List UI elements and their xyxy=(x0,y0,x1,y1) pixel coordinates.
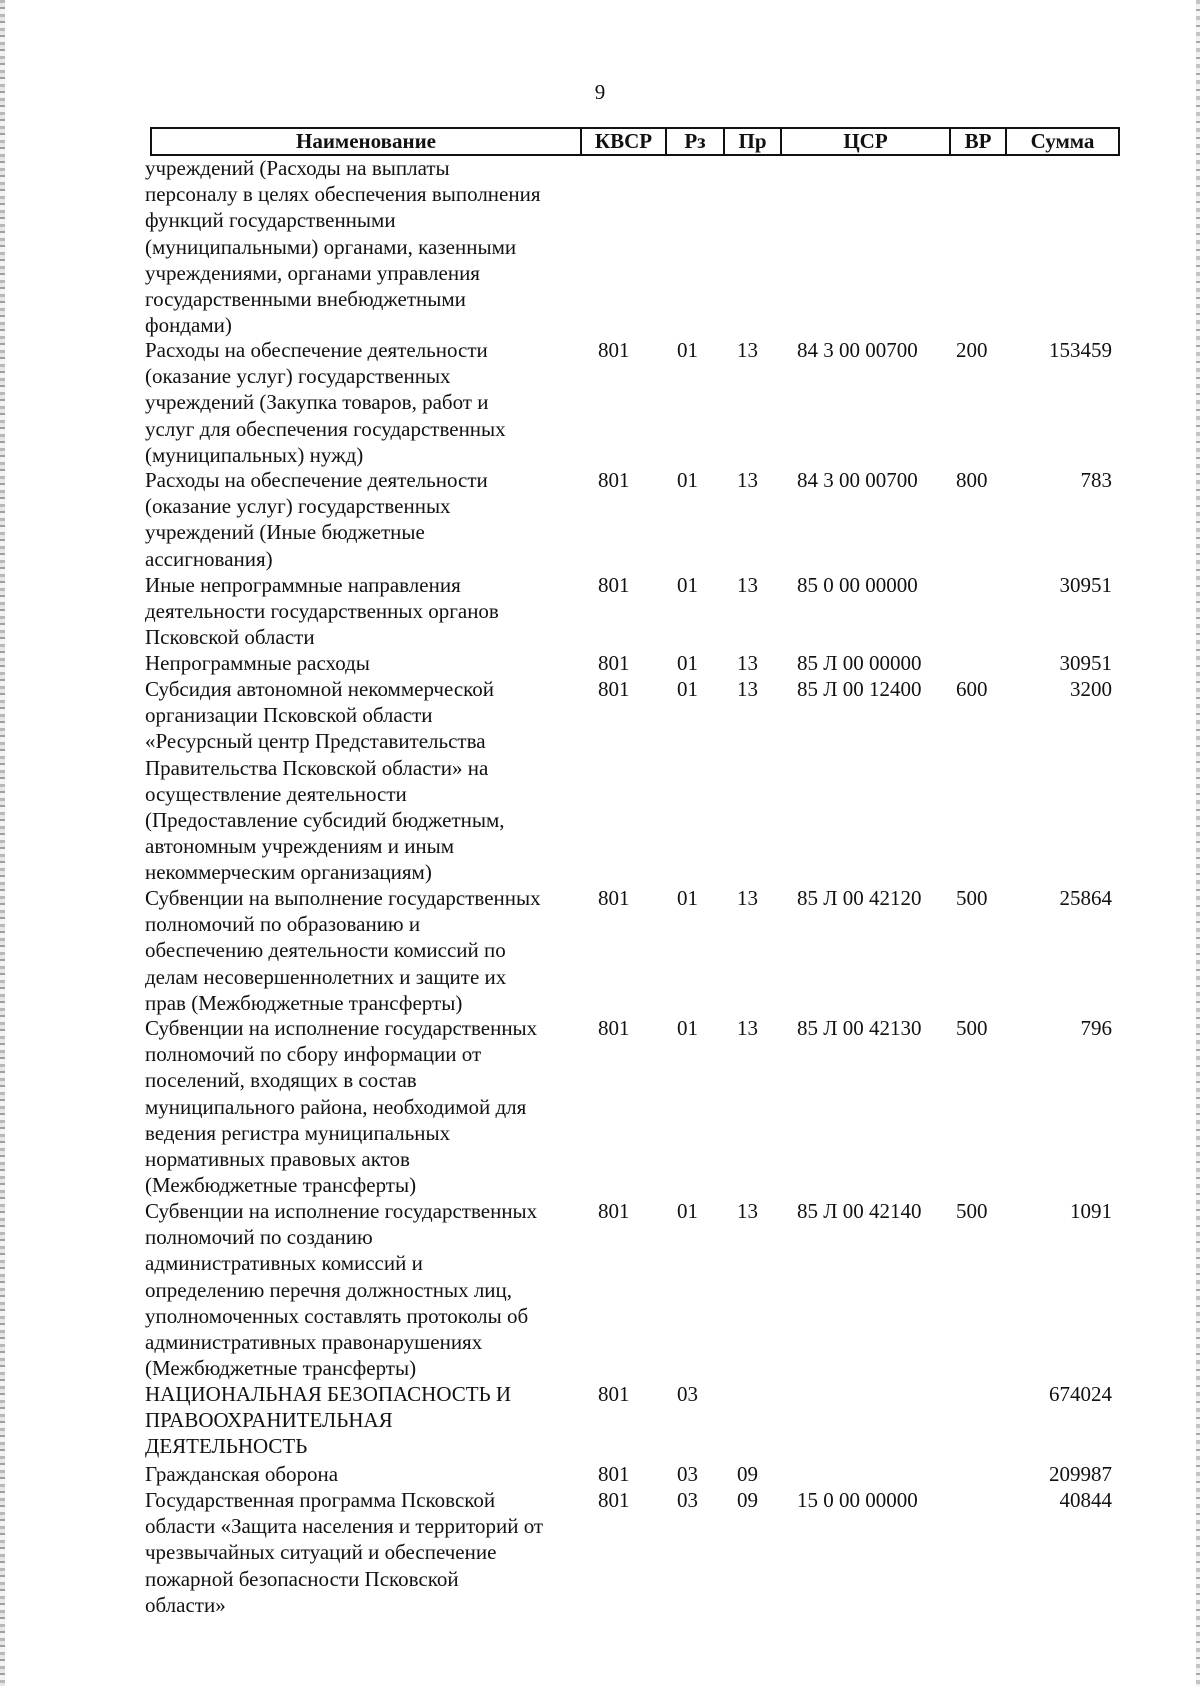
row-name xyxy=(145,650,575,676)
row-name-line: Субвенции на выполнение государственных xyxy=(145,886,541,910)
pr-cell: 13 xyxy=(737,1199,758,1223)
row-name xyxy=(145,155,575,338)
pr-cell: 13 xyxy=(737,338,758,362)
row-name-line: автономным учреждениям и иным xyxy=(145,834,455,859)
kvsr-cell: 801 xyxy=(598,468,630,492)
row-name xyxy=(145,1198,575,1381)
row-name-line: Правительства Псковской области» на xyxy=(145,755,489,780)
sum-cell: 209987 xyxy=(1049,1462,1112,1486)
kvsr-cell: 801 xyxy=(598,1199,630,1223)
row-name-line: области «Защита населения и территорий от xyxy=(145,1514,544,1539)
row-name-line: муниципального района, необходимой для xyxy=(145,1094,527,1119)
row-name-line: (Межбюджетные трансферты) xyxy=(145,1356,417,1381)
row-name-line: Государственная программа Псковской xyxy=(145,1488,496,1512)
row-name-line: полномочий по созданию xyxy=(145,1225,373,1250)
row-name-line: области» xyxy=(145,1592,226,1617)
row-name-line: делам несовершеннолетних и защите их xyxy=(145,964,507,989)
pr-cell: 13 xyxy=(737,468,758,492)
row-name-line: (муниципальных) нужд) xyxy=(145,442,364,467)
page-number: 9 xyxy=(594,80,606,104)
header-pr: Пр xyxy=(725,129,782,154)
row-name-line: некоммерческим организациям) xyxy=(145,860,432,885)
row-name-line: «Ресурсный центр Представительства xyxy=(145,729,486,754)
csr-cell: 85 0 00 00000 xyxy=(797,573,918,597)
rz-cell: 03 xyxy=(677,1382,698,1406)
vr-cell: 500 xyxy=(956,1016,988,1040)
row-name-line: государственными внебюджетными xyxy=(145,287,466,312)
vr-cell: 200 xyxy=(956,338,988,362)
rz-cell: 03 xyxy=(677,1488,698,1512)
row-name-line: ведения регистра муниципальных xyxy=(145,1120,451,1145)
kvsr-cell: 801 xyxy=(598,338,630,362)
sum-cell: 796 xyxy=(1080,1016,1112,1040)
rz-cell: 01 xyxy=(677,1016,698,1040)
rz-cell: 01 xyxy=(677,1199,698,1223)
sum-cell: 25864 xyxy=(1059,886,1112,910)
row-name-line: (муниципальными) органами, казенными xyxy=(145,234,517,259)
vr-cell: 500 xyxy=(956,1199,988,1223)
sum-cell: 674024 xyxy=(1049,1382,1112,1406)
pr-cell: 09 xyxy=(737,1488,758,1512)
row-name-line: административных правонарушениях xyxy=(145,1330,483,1355)
pr-cell: 13 xyxy=(737,886,758,910)
sum-cell: 30951 xyxy=(1059,651,1112,675)
scan-edge-right xyxy=(1196,0,1200,1686)
header-csr: ЦСР xyxy=(782,129,951,154)
row-name-line: административных комиссий и xyxy=(145,1251,423,1276)
scan-edge-left xyxy=(0,0,5,1686)
csr-cell: 85 Л 00 42120 xyxy=(797,886,922,910)
row-name-line: ДЕЯТЕЛЬНОСТЬ xyxy=(145,1434,308,1459)
kvsr-cell: 801 xyxy=(598,677,630,701)
kvsr-cell: 801 xyxy=(598,1016,630,1040)
csr-cell: 85 Л 00 12400 xyxy=(797,677,922,701)
vr-cell: 600 xyxy=(956,677,988,701)
row-name-line: чрезвычайных ситуаций и обеспечение xyxy=(145,1540,497,1565)
header-name: Наименование xyxy=(152,129,582,154)
row-name-line: учреждений (Расходы на выплаты xyxy=(145,156,450,180)
row-name-line: функций государственными xyxy=(145,208,396,233)
csr-cell: 85 Л 00 00000 xyxy=(797,651,922,675)
header-vr: ВР xyxy=(951,129,1007,154)
kvsr-cell: 801 xyxy=(598,1382,630,1406)
rz-cell: 01 xyxy=(677,468,698,492)
row-name-line: Непрограммные расходы xyxy=(145,651,370,675)
kvsr-cell: 801 xyxy=(598,651,630,675)
sum-cell: 3200 xyxy=(1070,677,1112,701)
row-name-line: определению перечня должностных лиц, xyxy=(145,1277,513,1302)
rz-cell: 03 xyxy=(677,1462,698,1486)
row-name-line: нормативных правовых актов xyxy=(145,1147,410,1172)
row-name xyxy=(145,1381,575,1460)
pr-cell: 13 xyxy=(737,651,758,675)
row-name-line: ассигнования) xyxy=(145,546,273,571)
row-name-line: учреждений (Иные бюджетные xyxy=(145,520,425,545)
row-name-line: Иные непрограммные направления xyxy=(145,573,461,597)
row-name-line: поселений, входящих в состав xyxy=(145,1068,417,1093)
row-name xyxy=(145,1015,575,1198)
row-name-line: фондами) xyxy=(145,313,232,338)
row-name-line: учреждений (Закупка товаров, работ и xyxy=(145,390,489,415)
row-name-line: Субвенции на исполнение государственных xyxy=(145,1016,538,1040)
row-name-line: (оказание услуг) государственных xyxy=(145,364,451,389)
pr-cell: 13 xyxy=(737,1016,758,1040)
row-name-line: Расходы на обеспечение деятельности xyxy=(145,468,488,492)
row-name xyxy=(145,572,575,651)
csr-cell: 84 3 00 00700 xyxy=(797,468,918,492)
header-sum: Сумма xyxy=(1030,129,1095,153)
row-name-line: осуществление деятельности xyxy=(145,781,407,806)
row-name-line: (оказание услуг) государственных xyxy=(145,494,451,519)
row-name-line: учреждениями, органами управления xyxy=(145,260,480,285)
kvsr-cell: 801 xyxy=(598,573,630,597)
row-name xyxy=(145,467,575,572)
sum-cell: 30951 xyxy=(1059,573,1112,597)
row-name-line: деятельности государственных органов xyxy=(145,599,499,624)
kvsr-cell: 801 xyxy=(598,1462,630,1486)
csr-cell: 84 3 00 00700 xyxy=(797,338,918,362)
row-name xyxy=(145,1461,575,1487)
pr-cell: 13 xyxy=(737,573,758,597)
rz-cell: 01 xyxy=(677,573,698,597)
row-name-line: Расходы на обеспечение деятельности xyxy=(145,338,488,362)
kvsr-cell: 801 xyxy=(598,886,630,910)
row-name xyxy=(145,1487,575,1618)
sum-cell: 783 xyxy=(1080,468,1112,492)
row-name-line: Субсидия автономной некоммерческой xyxy=(145,677,495,701)
csr-cell: 85 Л 00 42140 xyxy=(797,1199,922,1223)
sum-cell: 153459 xyxy=(1049,338,1112,362)
row-name-line: НАЦИОНАЛЬНАЯ БЕЗОПАСНОСТЬ И xyxy=(145,1382,512,1406)
row-name-line: организации Псковской области xyxy=(145,703,433,728)
rz-cell: 01 xyxy=(677,677,698,701)
row-name-line: (Предоставление субсидий бюджетным, xyxy=(145,808,505,833)
row-name-line: Псковской области xyxy=(145,625,315,650)
row-name-line: уполномоченных составлять протоколы об xyxy=(145,1303,529,1328)
row-name xyxy=(145,676,575,886)
kvsr-cell: 801 xyxy=(598,1488,630,1512)
sum-cell: 1091 xyxy=(1070,1199,1112,1223)
row-name xyxy=(145,337,575,468)
vr-cell: 800 xyxy=(956,468,988,492)
row-name-line: Субвенции на исполнение государственных xyxy=(145,1199,538,1223)
row-name-line: полномочий по образованию и xyxy=(145,912,421,937)
row-name-line: обеспечению деятельности комиссий по xyxy=(145,938,506,963)
header-rz: Рз xyxy=(667,129,725,154)
csr-cell: 15 0 00 00000 xyxy=(797,1488,918,1512)
csr-cell: 85 Л 00 42130 xyxy=(797,1016,922,1040)
pr-cell: 13 xyxy=(737,677,758,701)
pr-cell: 09 xyxy=(737,1462,758,1486)
vr-cell: 500 xyxy=(956,886,988,910)
table-header xyxy=(150,127,1120,156)
sum-cell: 40844 xyxy=(1059,1488,1112,1512)
rz-cell: 01 xyxy=(677,338,698,362)
row-name-line: полномочий по сбору информации от xyxy=(145,1042,482,1067)
row-name-line: (Межбюджетные трансферты) xyxy=(145,1173,417,1198)
row-name-line: прав (Межбюджетные трансферты) xyxy=(145,990,463,1015)
row-name-line: услуг для обеспечения государственных xyxy=(145,416,506,441)
rz-cell: 01 xyxy=(677,886,698,910)
header-kvsr: КВСР xyxy=(582,129,667,154)
row-name xyxy=(145,885,575,1016)
row-name-line: ПРАВООХРАНИТЕЛЬНАЯ xyxy=(145,1408,393,1433)
rz-cell: 01 xyxy=(677,651,698,675)
row-name-line: пожарной безопасности Псковской xyxy=(145,1566,459,1591)
row-name-line: персоналу в целях обеспечения выполнения xyxy=(145,182,541,207)
row-name-line: Гражданская оборона xyxy=(145,1462,339,1486)
